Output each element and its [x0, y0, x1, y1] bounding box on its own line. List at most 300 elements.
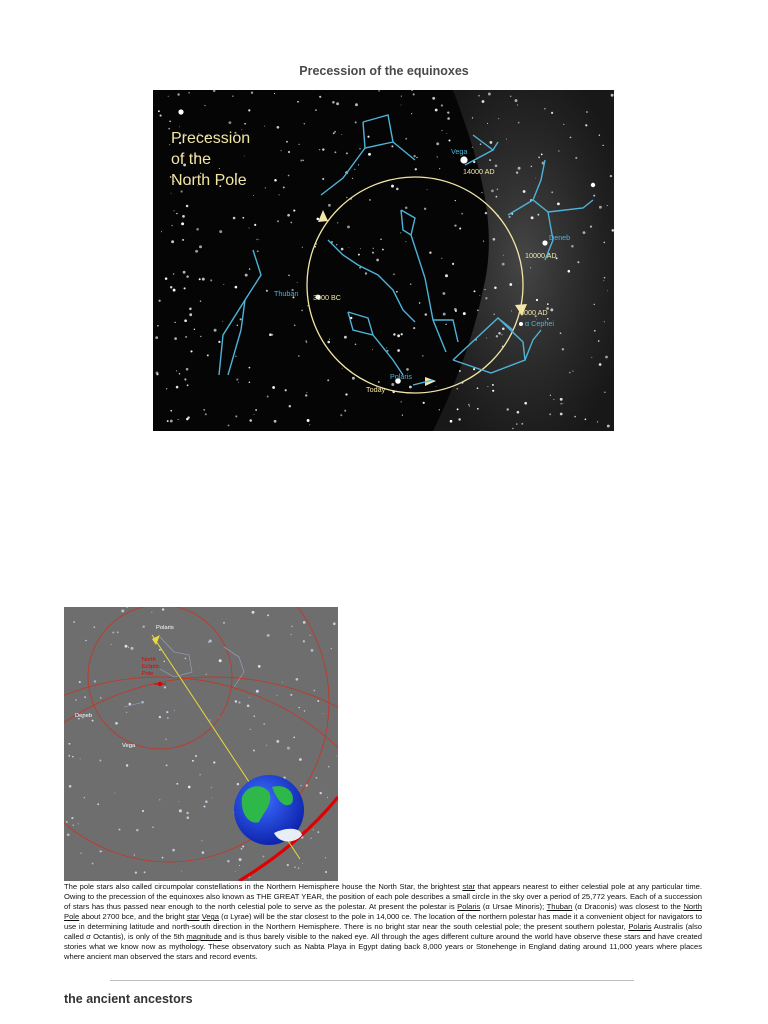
star-dot [170, 286, 173, 289]
star-dot [267, 614, 269, 616]
star-dot [590, 225, 592, 227]
star-dot [167, 420, 169, 422]
star-dot [306, 342, 307, 343]
star-dot [298, 144, 299, 145]
star-dot [447, 111, 449, 113]
star-dot [322, 178, 324, 180]
star-dot [232, 95, 233, 96]
star-dot [237, 325, 238, 326]
star-dot [297, 101, 299, 103]
star-dot [179, 126, 180, 127]
star-dot [75, 699, 77, 701]
star-dot [474, 290, 476, 292]
star-dot [134, 854, 135, 855]
star-dot [298, 867, 299, 868]
star-dot [413, 155, 415, 157]
star-dot [171, 240, 174, 243]
chart-caption-line-3: North Pole [171, 172, 247, 189]
star-dot [560, 398, 563, 401]
star-dot [477, 408, 479, 410]
star-dot [346, 197, 348, 199]
star-dot [563, 124, 564, 125]
star-dot [263, 723, 265, 725]
star-dot [288, 175, 290, 177]
star-dot [309, 424, 310, 425]
star-dot [599, 206, 602, 209]
star-dot [253, 414, 254, 415]
star-dot [391, 383, 394, 386]
star-dot [84, 797, 85, 798]
star-dot [376, 259, 379, 262]
star-dot [170, 420, 173, 423]
link-polaris[interactable]: Polaris [457, 902, 481, 911]
star-dot [248, 109, 250, 111]
star-dot [521, 423, 523, 425]
star-dot [486, 338, 487, 339]
star-dot [100, 697, 102, 699]
star-dot [523, 190, 526, 193]
chart-caption-line-2: of the [171, 151, 212, 168]
star-dot [489, 141, 492, 144]
star-dot [168, 128, 170, 130]
star-dot [311, 649, 314, 652]
star-dot [158, 110, 160, 112]
star-dot [501, 334, 502, 335]
star-dot [239, 865, 240, 866]
star-dot [294, 866, 296, 868]
star-dot [329, 339, 330, 340]
star-dot [604, 392, 605, 393]
star-dot [277, 695, 278, 696]
star-dot [372, 349, 373, 350]
star-dot [240, 318, 242, 320]
star-dot [354, 169, 355, 170]
star-dot [415, 168, 417, 170]
star-dot [463, 312, 466, 315]
star-dot [219, 659, 222, 662]
star-dot [142, 625, 144, 627]
star-dot [397, 349, 400, 352]
star-dot [443, 292, 446, 295]
star-dot [607, 425, 610, 428]
star-dot [93, 626, 95, 628]
star-dot [256, 239, 257, 240]
star-dot [159, 649, 161, 651]
star-dot [498, 332, 500, 334]
star-dot [605, 356, 608, 359]
star-dot [80, 758, 81, 759]
star-dot [79, 681, 81, 683]
star-dot [293, 210, 295, 212]
star-dot [405, 241, 406, 242]
star-dot [516, 423, 518, 425]
star-dot [195, 250, 198, 253]
star-dot [550, 395, 551, 396]
body-text-3: (α Ursae Minoris); [480, 902, 547, 911]
star-dot [419, 302, 420, 303]
star-dot [422, 355, 424, 357]
star-dot [477, 387, 479, 389]
star-dot [599, 135, 600, 136]
star-dot [241, 848, 243, 850]
star-dot [397, 334, 400, 337]
star-dot [281, 150, 282, 151]
star-dot [182, 215, 185, 218]
link-magnitude[interactable]: magnitude [186, 932, 222, 941]
star-dot [297, 282, 298, 283]
star-dot [497, 189, 499, 191]
star-dot [511, 310, 512, 311]
label-thuban: Thuban [274, 289, 299, 298]
star-dot [517, 411, 520, 414]
label-today: Today [366, 385, 386, 394]
star-dot [211, 787, 212, 788]
star-dot [401, 105, 402, 106]
star-dot [333, 132, 335, 134]
star-dot [128, 647, 129, 648]
star-dot [171, 225, 173, 227]
star-dot [432, 97, 435, 100]
star-dot [219, 168, 220, 169]
star-dot [396, 291, 398, 293]
star-dot [251, 91, 253, 93]
star-dot [327, 341, 330, 344]
star-dot [189, 308, 192, 311]
star-dot [174, 710, 175, 711]
star-dot [517, 105, 518, 106]
star-dot [236, 379, 238, 381]
star-dot [202, 278, 205, 281]
star-dot [577, 261, 579, 263]
body-paragraph [64, 882, 702, 962]
star-dot [491, 190, 494, 193]
star-dot [355, 103, 358, 106]
section-heading: the ancient ancestors [64, 992, 193, 1006]
star-dot [602, 145, 603, 146]
star-dot [162, 608, 164, 610]
star-dot [406, 368, 409, 371]
star-dot [459, 228, 461, 230]
body-text-2: that appears nearest to either celestial pole at any particular time. Owing to the precession of the equinoxes also known as THE GREAT YEAR, the position of each pole describes a small circle in the sky over a period of 25,772 years. Each of a succession of stars has thus passed near enough to the north celestial pole to serve as the polestar. At present the polestar is [64, 882, 703, 911]
star-dot [345, 393, 347, 395]
star-dot [242, 217, 244, 219]
star-dot [223, 284, 224, 285]
star-dot [316, 218, 319, 221]
star-dot [219, 230, 222, 233]
star-dot [206, 674, 207, 675]
star-dot [66, 821, 68, 823]
star-dot [293, 736, 295, 738]
star-dot [516, 171, 518, 173]
star-dot [266, 745, 267, 746]
star-dot [235, 871, 236, 872]
star-dot [607, 205, 608, 206]
star-dot [560, 403, 562, 405]
star-dot [173, 210, 174, 211]
star-dot [512, 428, 513, 429]
star-dot [439, 168, 440, 169]
star-dot [112, 631, 114, 633]
star-dot [427, 189, 428, 190]
body-text-7: (α Lyrae) will be the star closest to the pole in 14,000 ce. The location of the northern polestar has made it a convenient object for navigators to use in determining latitude and north-south direction in the Northern Hemisphere. There is no bright star near the south celestial pole; the present southern polestar, [64, 912, 702, 931]
star-dot [441, 130, 442, 131]
star-dot [531, 166, 533, 168]
star-dot [166, 764, 168, 766]
star-dot [315, 109, 317, 111]
star-dot [302, 863, 303, 864]
link-north-pole[interactable]: North Pole [64, 902, 703, 921]
star-dot [186, 275, 189, 278]
star-dot [235, 700, 237, 702]
sky-label-vega: Vega [122, 743, 136, 749]
link-polaris-2[interactable]: Polaris [628, 922, 652, 931]
star-dot [68, 743, 70, 745]
star-dot [159, 799, 160, 800]
star-dot [285, 389, 287, 391]
star-dot [201, 840, 202, 841]
star-dot [402, 415, 403, 416]
star-dot [558, 150, 559, 151]
star-dot [336, 244, 337, 245]
sky-label-north: North [142, 657, 156, 663]
star-dot [386, 347, 387, 348]
star-dot [179, 373, 181, 375]
star-dot [69, 785, 72, 788]
star-dot [344, 410, 346, 412]
star-dot [373, 248, 374, 249]
star-dot [210, 720, 211, 721]
star-dot [506, 408, 508, 410]
star-dot [441, 104, 443, 106]
star-dot [439, 409, 440, 410]
star-dot [265, 187, 266, 188]
star-dot [214, 329, 217, 332]
star-dot [317, 831, 319, 833]
star-dot [416, 157, 417, 158]
star-dot [547, 303, 549, 305]
star-dot [237, 783, 240, 786]
star-dot [531, 216, 534, 219]
star-dot [286, 141, 288, 143]
star-dot [498, 118, 499, 119]
star-dot [187, 384, 189, 386]
star-dot [323, 713, 324, 714]
precession-chart-svg [153, 90, 614, 431]
star-dot [457, 408, 459, 410]
section-divider [110, 980, 634, 981]
star-dot [309, 635, 310, 636]
star-dot [84, 696, 86, 698]
star-dot [72, 756, 73, 757]
star-dot [549, 413, 551, 415]
star-dot [550, 308, 553, 311]
star-dot [299, 758, 302, 761]
star-dot [178, 419, 179, 420]
star-dot [184, 287, 186, 289]
star-dot [121, 609, 124, 612]
star-dot [182, 239, 184, 241]
star-dot [568, 270, 571, 273]
star-dot [411, 113, 412, 114]
star-dot [249, 697, 250, 698]
star-dot [607, 290, 608, 291]
star-dot [283, 186, 285, 188]
star-dot [436, 142, 439, 145]
link-thuban[interactable]: Thuban [546, 902, 573, 911]
star-dot [557, 203, 560, 206]
star-dot [305, 340, 307, 342]
star-dot [401, 401, 402, 402]
star-dot [355, 121, 357, 123]
star-dot [174, 322, 175, 323]
star-dot [218, 341, 220, 343]
star-dot [205, 800, 208, 803]
star-dot [413, 327, 415, 329]
star-dot [256, 690, 259, 693]
sky-label-pole: Pole [142, 671, 154, 677]
star-dot [483, 240, 484, 241]
star-dot [445, 274, 448, 277]
star-dot [583, 231, 586, 234]
star-dot [208, 642, 209, 643]
link-vega[interactable]: Vega [201, 912, 220, 921]
star-dot [136, 829, 139, 832]
star-dot [455, 200, 456, 201]
star-dot [176, 783, 178, 785]
star-dot [305, 394, 307, 396]
star-dot [560, 332, 562, 334]
star-dot [322, 148, 324, 150]
star-dot [274, 93, 275, 94]
star-dot [447, 117, 450, 120]
star-dot [341, 134, 342, 135]
star-dot [488, 93, 491, 96]
star-dot [510, 95, 512, 97]
star-dot [165, 739, 166, 740]
star-dot [401, 333, 403, 335]
star-dot [248, 227, 249, 228]
star-dot [78, 823, 79, 824]
star-dot [94, 680, 96, 682]
star-dot [200, 336, 201, 337]
sky-label-deneb: Deneb [75, 713, 93, 719]
star-dot [348, 247, 349, 248]
star-dot [126, 764, 128, 766]
star-dot [228, 424, 230, 426]
star-dot [358, 254, 360, 256]
link-star[interactable]: star [462, 882, 476, 891]
star-dot [437, 156, 438, 157]
sky-label-ecliptic: Ecliptic [142, 664, 160, 670]
star-dot [300, 159, 302, 161]
star-dot [443, 313, 446, 316]
star-dot [250, 729, 251, 730]
star-dot [188, 786, 191, 789]
precession-star-chart [153, 90, 614, 431]
label-vega: Vega [451, 147, 468, 156]
star-dot [502, 263, 505, 266]
star-dot [541, 154, 543, 156]
star-dot [368, 153, 371, 156]
star-dot [168, 96, 169, 97]
star-dot [184, 319, 187, 322]
star-dot [272, 386, 275, 389]
star-dot [277, 126, 280, 129]
star-dot [544, 108, 546, 110]
star-dot [165, 277, 168, 280]
body-text-9: and is thus barely visible to the naked eye. All through the ages different culture around the world have observe these stars and have created stories what we know now as mythology. These observatory such as Nabta Playa in Egypt dating back 8,000 years or Stonehenge in England dating around 11,000 years where places where ancient man observed the stars and record events. [64, 932, 702, 961]
star-dot [180, 190, 182, 192]
star-dot [183, 271, 186, 274]
star-dot [288, 275, 289, 276]
star-dot [199, 774, 200, 775]
star-dot [538, 214, 540, 216]
star-dot [258, 665, 261, 668]
star-dot [228, 121, 231, 124]
star-dot [405, 207, 408, 210]
star-dot [223, 622, 225, 624]
body-text-1: The pole stars also called circumpolar constellations in the Northern Hemisphere house the North Star, the brightest [64, 882, 463, 891]
star-dot [235, 356, 236, 357]
star-dot [287, 864, 289, 866]
star-dot [303, 640, 305, 642]
star-dot [249, 382, 251, 384]
star-dot [184, 378, 186, 380]
star-dot [560, 413, 563, 416]
star-dot [274, 179, 277, 182]
star-dot [445, 324, 446, 325]
star-dot [518, 122, 520, 124]
star-dot [452, 263, 454, 265]
star-dot [111, 644, 112, 645]
star-dot [267, 396, 269, 398]
star-dot [159, 716, 161, 718]
star-dot [553, 399, 554, 400]
star-dot [317, 700, 319, 702]
star-dot [67, 833, 70, 836]
star-dot [585, 124, 587, 126]
star-dot [487, 123, 488, 124]
label-polaris: Polaris [390, 372, 412, 381]
star-dot [213, 761, 215, 763]
star-dot [205, 413, 207, 415]
star-dot [611, 94, 614, 97]
star-dot [186, 368, 189, 371]
star-dot [233, 217, 236, 220]
star-dot [185, 658, 187, 660]
star-dot [337, 222, 338, 223]
star-dot [258, 239, 259, 240]
star-dot [290, 222, 292, 224]
star-dot [298, 355, 300, 357]
star-dot [503, 255, 504, 256]
star-dot [410, 283, 412, 285]
star-dot [276, 740, 279, 743]
star-dot [332, 101, 335, 104]
star-dot [114, 793, 115, 794]
star-dot [181, 222, 184, 225]
celestial-pole-diagram [64, 607, 338, 881]
star-dot [156, 371, 159, 374]
star-dot [144, 871, 146, 873]
star-dot [599, 363, 602, 366]
star-dot [346, 152, 348, 154]
star-dot [478, 95, 480, 97]
link-star-2[interactable]: star [186, 912, 200, 921]
star-dot [423, 402, 425, 404]
star-dot [294, 324, 296, 326]
star-dot [536, 299, 538, 301]
